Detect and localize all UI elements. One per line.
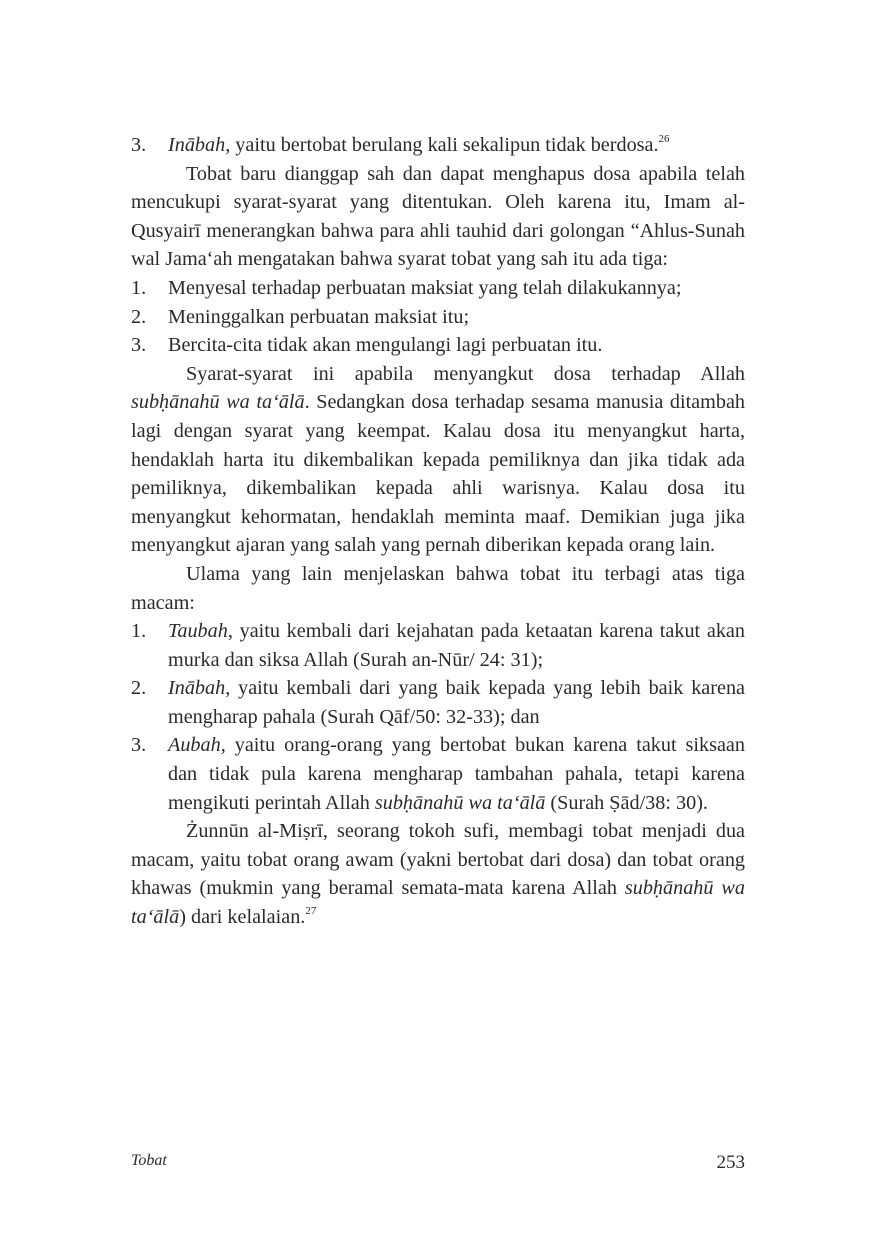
- list-text-rest: , yaitu kembali dari kejahatan pada ketaatan karena takut akan murka dan siksa Allah (Surah an-Nūr/ 24: 31);: [168, 620, 745, 671]
- list-item-aubah: [131, 731, 745, 817]
- list-text: [168, 617, 745, 674]
- list-text-rest: (Surah Ṣād/38: 30).: [545, 791, 708, 814]
- text-run: ) dari kelalaian.: [179, 906, 306, 929]
- paragraph-syarat-tobat: Tobat baru dianggap sah dan dapat menghapus dosa apabila telah mencukupi syarat-syarat yang ditentukan. Oleh karena itu, Imam al-Qusyairī menerangkan bahwa para ahli tauhid dari golongan “Ahlus-Sunah wal Jama‘ah mengatakan bahwa syarat tobat yang sah itu ada tiga:: [131, 162, 745, 271]
- list-text-rest: , yaitu orang-orang yang bertobat bukan karena takut siksaan dan tidak pula karena mengharap tambahan pahala, tetapi karena mengikuti perintah Allah: [168, 734, 745, 814]
- text-run: . Sedangkan dosa terhadap sesama manusia ditambah lagi dengan syarat yang keempat. Kalau dosa itu menyangkut harta, hendaklah harta itu dikembalikan kepada pemiliknya dan jika tidak ada pemiliknya, dikembalikan kepada ahli warisnya. Kalau dosa itu menyangkut kehormatan, hendaklah meminta maaf. Demikian juga jika menyangkut ajaran yang salah yang pernah diberikan kepada orang lain.: [131, 391, 745, 557]
- text-run: Żunnūn al-Miṣrī, seorang tokoh sufi, membagi tobat menjadi dua macam, yaitu tobat orang awam (yakni bertobat dari dosa) dan tobat orang khawas (mukmin yang beramal semata-mata karena Allah: [131, 820, 745, 900]
- list-number: 3.: [131, 734, 147, 757]
- text-run: Syarat-syarat ini apabila menyangkut dosa terhadap Allah: [186, 362, 745, 385]
- footnote-ref-27: 27: [305, 905, 317, 918]
- term-italic: subḥānahū wa ta‘ālā: [131, 877, 745, 929]
- list-number: 1.: [131, 276, 147, 299]
- body-text: [131, 131, 745, 932]
- term-italic: Aubah: [168, 734, 221, 757]
- term-italic: subḥānahū wa ta‘ālā: [374, 791, 546, 814]
- list-item-taubah: [131, 617, 745, 674]
- list-item: [131, 331, 745, 360]
- list-number: 2.: [131, 677, 147, 700]
- paragraph-syarat-syarat: [131, 360, 745, 560]
- list-text: Menyesal terhadap perbuatan maksiat yang telah dilakukannya;: [168, 276, 682, 299]
- list-item: [131, 274, 745, 303]
- paragraph-tiga-macam: Ulama yang lain menjelaskan bahwa tobat itu terbagi atas tiga macam:: [131, 562, 745, 614]
- list-text: [168, 674, 745, 731]
- footnote-ref-26: 26: [658, 133, 670, 145]
- list-text: [168, 131, 745, 160]
- running-title: Tobat: [131, 1152, 167, 1169]
- term-italic: Taubah: [168, 620, 228, 643]
- list-number: 3.: [131, 334, 147, 357]
- term-italic: Inābah: [168, 677, 226, 700]
- list-text-rest: , yaitu kembali dari yang baik kepada yang lebih baik karena mengharap pahala (Surah Qāf/50: 32-33); dan: [168, 677, 745, 728]
- list-text: [168, 731, 745, 817]
- list-number: 1.: [131, 620, 147, 643]
- term-italic: Inābah: [168, 134, 226, 156]
- term-italic: subḥānahū wa ta‘ālā: [131, 391, 305, 414]
- list-text: Meninggalkan perbuatan maksiat itu;: [168, 305, 470, 328]
- list-text: Bercita-cita tidak akan mengulangi lagi perbuatan itu.: [168, 334, 603, 357]
- list-text-rest: , yaitu bertobat berulang kali sekalipun tidak berdosa.: [225, 134, 659, 156]
- list-number: 3.: [131, 134, 147, 156]
- paragraph-zunnun: [131, 817, 745, 931]
- list-item-inabah-top: [131, 131, 745, 160]
- list-item: [131, 303, 745, 332]
- list-number: 2.: [131, 305, 147, 328]
- page-number: 253: [716, 1152, 745, 1173]
- list-item-inabah: [131, 674, 745, 731]
